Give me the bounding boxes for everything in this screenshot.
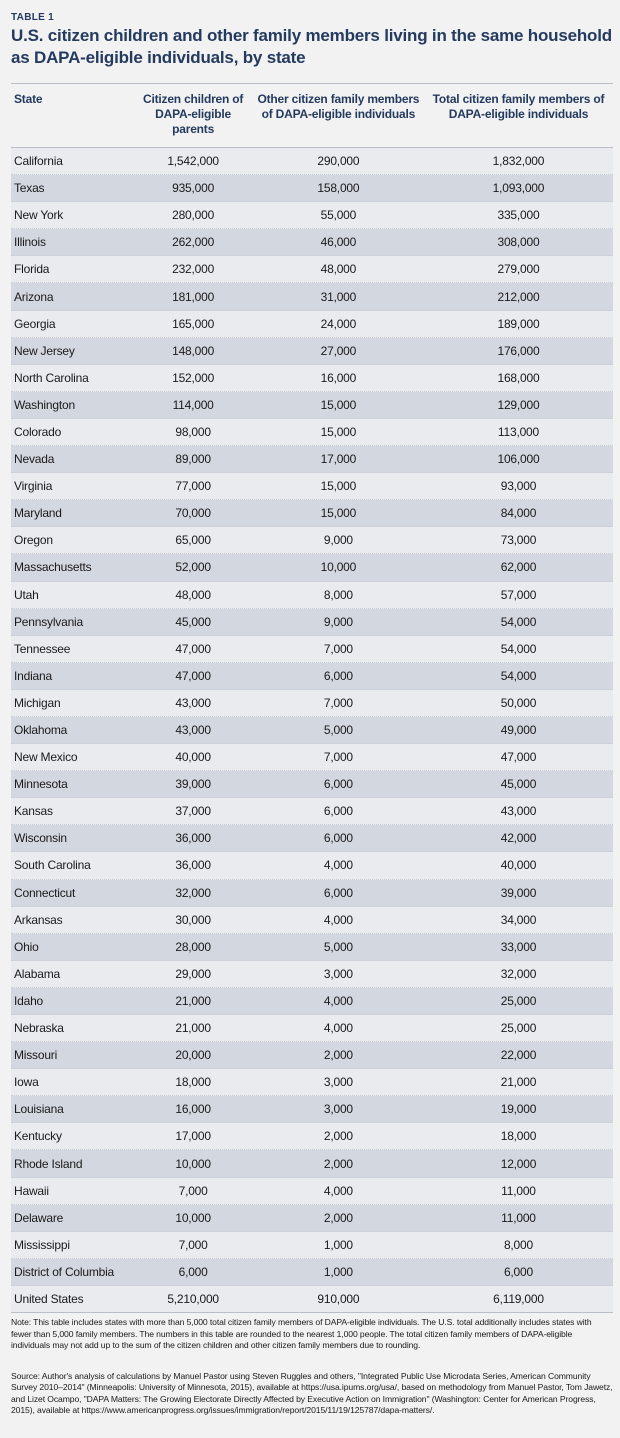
table-row [11, 961, 613, 988]
cell-citizen-children: 39,000 [175, 777, 211, 792]
cell-citizen-children: 52,000 [175, 560, 211, 575]
cell-citizen-children: 6,000 [178, 1264, 208, 1279]
cell-citizen-children: 77,000 [175, 479, 211, 494]
cell-state: Oklahoma [14, 723, 68, 738]
cell-total: 8,000 [503, 1237, 533, 1252]
cell-total: 54,000 [500, 614, 537, 629]
cell-citizen-children: 280,000 [172, 208, 215, 223]
cell-state: Indiana [14, 668, 52, 683]
cell-state: Colorado [14, 424, 62, 439]
cell-total: 21,000 [500, 1075, 537, 1090]
cell-other-family: 4,000 [323, 1021, 353, 1036]
cell-other-family: 158,000 [317, 181, 360, 196]
cell-other-family: 6,000 [323, 777, 353, 792]
cell-total: 129,000 [497, 397, 540, 412]
cell-total: 18,000 [500, 1129, 537, 1144]
cell-state: New York [14, 208, 64, 223]
cell-total: 335,000 [497, 208, 540, 223]
table-row [11, 554, 613, 581]
column-header-total: Total citizen family members of DAPA-eligible individuals [432, 92, 605, 121]
cell-state: Virginia [14, 479, 53, 494]
cell-citizen-children: 1,542,000 [167, 154, 219, 169]
table-row [11, 907, 613, 934]
table-body [11, 148, 613, 1286]
cell-other-family: 3,000 [323, 1075, 353, 1090]
cell-state: Iowa [14, 1075, 39, 1090]
cell-total: 106,000 [497, 452, 540, 467]
table-row [11, 717, 613, 744]
table-row [11, 256, 613, 283]
table-row [11, 825, 613, 852]
table-row [11, 175, 613, 202]
table-row [11, 365, 613, 392]
cell-total: 62,000 [500, 560, 537, 575]
cell-other-family: 7,000 [323, 750, 353, 765]
cell-total: 212,000 [497, 289, 540, 304]
cell-state: Kentucky [14, 1129, 62, 1144]
cell-total: 33,000 [500, 939, 537, 954]
table-row [11, 880, 613, 907]
cell-state: Texas [14, 181, 45, 196]
cell-total: 54,000 [500, 668, 537, 683]
table-row [11, 1015, 613, 1042]
cell-total: 113,000 [497, 424, 540, 439]
table-row [11, 1096, 613, 1123]
table-row [11, 1232, 613, 1259]
cell-state: Kansas [14, 804, 53, 819]
table-row [11, 663, 613, 690]
cell-citizen-children: 32,000 [175, 885, 211, 900]
cell-total: 25,000 [500, 1021, 537, 1036]
cell-total: 1,832,000 [492, 154, 545, 169]
cell-total: 12,000 [500, 1156, 537, 1171]
column-header-state: State [14, 92, 43, 106]
cell-citizen-children: 18,000 [175, 1075, 211, 1090]
cell-citizen-children: 36,000 [175, 831, 211, 846]
cell-other-family: 15,000 [320, 506, 357, 521]
cell-state: Delaware [14, 1210, 64, 1225]
cell-total: 40,000 [500, 858, 537, 873]
cell-other-family: 4,000 [323, 1183, 353, 1198]
cell-state: United States [14, 1291, 84, 1306]
table-row [11, 1123, 613, 1150]
table-row [11, 148, 613, 175]
cell-other-family: 6,000 [323, 804, 353, 819]
cell-other-family: 6,000 [323, 831, 353, 846]
cell-citizen-children: 36,000 [175, 858, 211, 873]
column-header-other-family: Other citizen family members of DAPA-eligible individuals [257, 92, 420, 121]
cell-other-family: 9,000 [323, 533, 353, 548]
cell-total: 25,000 [500, 993, 537, 1008]
cell-state: Washington [14, 397, 75, 412]
cell-citizen-children: 70,000 [175, 506, 211, 521]
cell-total: 45,000 [500, 777, 537, 792]
table-row [11, 582, 613, 609]
cell-total: 47,000 [500, 750, 537, 765]
cell-state: Nevada [14, 452, 55, 467]
cell-state: California [14, 154, 63, 169]
table-header [11, 84, 613, 148]
table-row [11, 690, 613, 717]
cell-other-family: 2,000 [323, 1210, 353, 1225]
table-row-total [11, 1286, 613, 1313]
cell-state: New Jersey [14, 343, 75, 358]
cell-total: 57,000 [500, 587, 537, 602]
cell-other-family: 31,000 [320, 289, 357, 304]
cell-total: 189,000 [497, 316, 540, 331]
cell-total: 73,000 [500, 533, 537, 548]
table-row [11, 934, 613, 961]
cell-other-family: 4,000 [323, 993, 353, 1008]
cell-state: South Carolina [14, 858, 91, 873]
cell-citizen-children: 48,000 [175, 587, 211, 602]
cell-total: 42,000 [500, 831, 537, 846]
table-row [11, 1205, 613, 1232]
cell-other-family: 290,000 [317, 154, 360, 169]
cell-citizen-children: 47,000 [175, 641, 211, 656]
cell-state: District of Columbia [14, 1264, 115, 1279]
cell-state: Mississippi [14, 1237, 70, 1252]
cell-citizen-children: 43,000 [175, 695, 211, 710]
cell-state: Louisiana [14, 1102, 64, 1117]
table-title: U.S. citizen children and other family members living in the same household as DAPA-eligible individuals, by state [11, 26, 612, 67]
cell-citizen-children: 21,000 [175, 993, 211, 1008]
cell-citizen-children: 98,000 [175, 424, 211, 439]
cell-total: 49,000 [500, 723, 537, 738]
cell-state: Connecticut [14, 885, 76, 900]
table-row [11, 419, 613, 446]
cell-state: Missouri [14, 1048, 58, 1063]
cell-other-family: 4,000 [323, 858, 353, 873]
cell-total: 176,000 [497, 343, 540, 358]
cell-other-family: 6,000 [323, 668, 353, 683]
cell-other-family: 5,000 [323, 723, 353, 738]
table-note: Note: This table includes states with more than 5,000 total citizen family members of DAPA-eligible individuals. The U.S. total additionally includes states with fewer than 5,000 family members. The numbers in this table are rounded to the nearest 1,000 people. The total citizen family members of DAPA-eligible individuals may not add up to the sum of the citizen children and other citizen family members due to rounding. [11, 1317, 592, 1351]
cell-other-family: 46,000 [320, 235, 357, 250]
table-row [11, 473, 613, 500]
cell-citizen-children: 10,000 [175, 1210, 211, 1225]
cell-citizen-children: 65,000 [175, 533, 211, 548]
cell-total: 54,000 [500, 641, 537, 656]
cell-citizen-children: 7,000 [178, 1237, 208, 1252]
table-source: Source: Author's analysis of calculations by Manuel Pastor using Steven Ruggles and others, "Integrated Public Use Microdata Series, American Community Survey 2010–2014" (Minneapolis: University of Minnesota, 2015), available at https://usa.ipums.org/usa/, based on methodology from Manuel Pastor, Tom Jawetz, and Lizet Ocampo, "DAPA Matters: The Growing Electorate Directly Affected by Executive Action on Immigration" (Washington: Center for American Progress, 2015), available at https://www.americanprogress.org/issues/immigration/report/2015/11/19/125787/dapa-matters/. [11, 1370, 613, 1416]
cell-citizen-children: 29,000 [175, 966, 211, 981]
cell-state: Rhode Island [14, 1156, 83, 1171]
table-row [11, 1042, 613, 1069]
cell-citizen-children: 30,000 [175, 912, 211, 927]
cell-other-family: 10,000 [320, 560, 357, 575]
cell-citizen-children: 43,000 [175, 723, 211, 738]
cell-citizen-children: 40,000 [175, 750, 211, 765]
table-row [11, 311, 613, 338]
cell-citizen-children: 21,000 [175, 1021, 211, 1036]
cell-state: Tennessee [14, 641, 71, 656]
cell-state: Oregon [14, 533, 53, 548]
cell-total: 22,000 [500, 1048, 537, 1063]
cell-citizen-children: 47,000 [175, 668, 211, 683]
cell-citizen-children: 45,000 [175, 614, 211, 629]
table-row [11, 1069, 613, 1096]
cell-total: 6,119,000 [493, 1291, 544, 1306]
cell-state: Massachusetts [14, 560, 92, 575]
table-row [11, 446, 613, 473]
cell-total: 84,000 [500, 506, 537, 521]
cell-state: Michigan [14, 695, 61, 710]
table-row [11, 283, 613, 310]
table-row [11, 771, 613, 798]
cell-state: Arizona [14, 289, 54, 304]
cell-total: 11,000 [501, 1183, 536, 1198]
cell-citizen-children: 20,000 [175, 1048, 211, 1063]
table-row [11, 500, 613, 527]
cell-total: 279,000 [497, 262, 540, 277]
cell-other-family: 48,000 [320, 262, 357, 277]
cell-citizen-children: 935,000 [172, 181, 215, 196]
cell-total: 11,000 [501, 1210, 536, 1225]
cell-other-family: 3,000 [323, 966, 353, 981]
cell-other-family: 55,000 [320, 208, 357, 223]
table-row [11, 1150, 613, 1177]
cell-other-family: 7,000 [323, 695, 353, 710]
cell-other-family: 5,000 [323, 939, 353, 954]
cell-other-family: 1,000 [323, 1237, 353, 1252]
cell-other-family: 2,000 [323, 1129, 353, 1144]
cell-total: 308,000 [497, 235, 540, 250]
cell-other-family: 9,000 [323, 614, 353, 629]
table-row [11, 229, 613, 256]
cell-total: 50,000 [500, 695, 537, 710]
cell-citizen-children: 262,000 [172, 235, 215, 250]
cell-total: 93,000 [500, 479, 537, 494]
cell-state: Arkansas [14, 912, 63, 927]
column-header-citizen-children: Citizen children of DAPA-eligible parents [143, 92, 244, 136]
table-row [11, 1259, 613, 1286]
cell-state: New Mexico [14, 750, 78, 765]
cell-citizen-children: 37,000 [175, 804, 211, 819]
table-label: TABLE 1 [11, 12, 55, 23]
cell-total: 6,000 [503, 1264, 533, 1279]
cell-other-family: 1,000 [323, 1264, 353, 1279]
cell-state: Idaho [14, 993, 44, 1008]
cell-total: 1,093,000 [492, 181, 545, 196]
cell-citizen-children: 114,000 [172, 397, 214, 412]
cell-state: Illinois [14, 235, 46, 250]
cell-other-family: 27,000 [320, 343, 357, 358]
cell-total: 19,000 [500, 1102, 537, 1117]
cell-citizen-children: 89,000 [175, 452, 211, 467]
cell-total: 32,000 [500, 966, 537, 981]
table-row [11, 636, 613, 663]
cell-citizen-children: 181,000 [172, 289, 215, 304]
cell-total: 34,000 [500, 912, 537, 927]
cell-state: Pennsylvania [14, 614, 83, 629]
cell-state: Minnesota [14, 777, 68, 792]
cell-state: North Carolina [14, 370, 89, 385]
cell-state: Nebraska [14, 1021, 64, 1036]
cell-other-family: 15,000 [320, 397, 357, 412]
cell-citizen-children: 17,000 [175, 1129, 211, 1144]
cell-citizen-children: 7,000 [178, 1183, 208, 1198]
cell-citizen-children: 165,000 [172, 316, 215, 331]
table-row [11, 1178, 613, 1205]
cell-other-family: 3,000 [323, 1102, 353, 1117]
cell-state: Hawaii [14, 1183, 49, 1198]
table-row [11, 744, 613, 771]
cell-other-family: 15,000 [320, 479, 357, 494]
cell-total: 39,000 [500, 885, 537, 900]
cell-citizen-children: 232,000 [172, 262, 215, 277]
table-row [11, 527, 613, 554]
cell-other-family: 24,000 [320, 316, 357, 331]
table-row [11, 338, 613, 365]
cell-state: Florida [14, 262, 50, 277]
cell-citizen-children: 10,000 [175, 1156, 211, 1171]
cell-other-family: 17,000 [320, 452, 357, 467]
cell-state: Maryland [14, 506, 62, 521]
cell-total: 43,000 [500, 804, 537, 819]
cell-total: 168,000 [497, 370, 540, 385]
cell-citizen-children: 152,000 [172, 370, 215, 385]
cell-state: Georgia [14, 316, 56, 331]
cell-other-family: 2,000 [323, 1048, 353, 1063]
cell-other-family: 15,000 [320, 424, 357, 439]
cell-citizen-children: 28,000 [175, 939, 211, 954]
table-row [11, 988, 613, 1015]
cell-other-family: 4,000 [323, 912, 353, 927]
cell-state: Ohio [14, 939, 39, 954]
table-row [11, 392, 613, 419]
cell-other-family: 16,000 [320, 370, 357, 385]
cell-other-family: 2,000 [323, 1156, 353, 1171]
cell-citizen-children: 5,210,000 [167, 1291, 219, 1306]
cell-other-family: 7,000 [323, 641, 353, 656]
table-row [11, 609, 613, 636]
cell-state: Alabama [14, 966, 60, 981]
cell-other-family: 8,000 [323, 587, 353, 602]
cell-citizen-children: 16,000 [175, 1102, 211, 1117]
cell-state: Utah [14, 587, 39, 602]
cell-state: Wisconsin [14, 831, 67, 846]
table-row [11, 852, 613, 879]
cell-citizen-children: 148,000 [172, 343, 215, 358]
table-row [11, 202, 613, 229]
cell-other-family: 910,000 [317, 1291, 360, 1306]
cell-other-family: 6,000 [323, 885, 353, 900]
table-row [11, 798, 613, 825]
